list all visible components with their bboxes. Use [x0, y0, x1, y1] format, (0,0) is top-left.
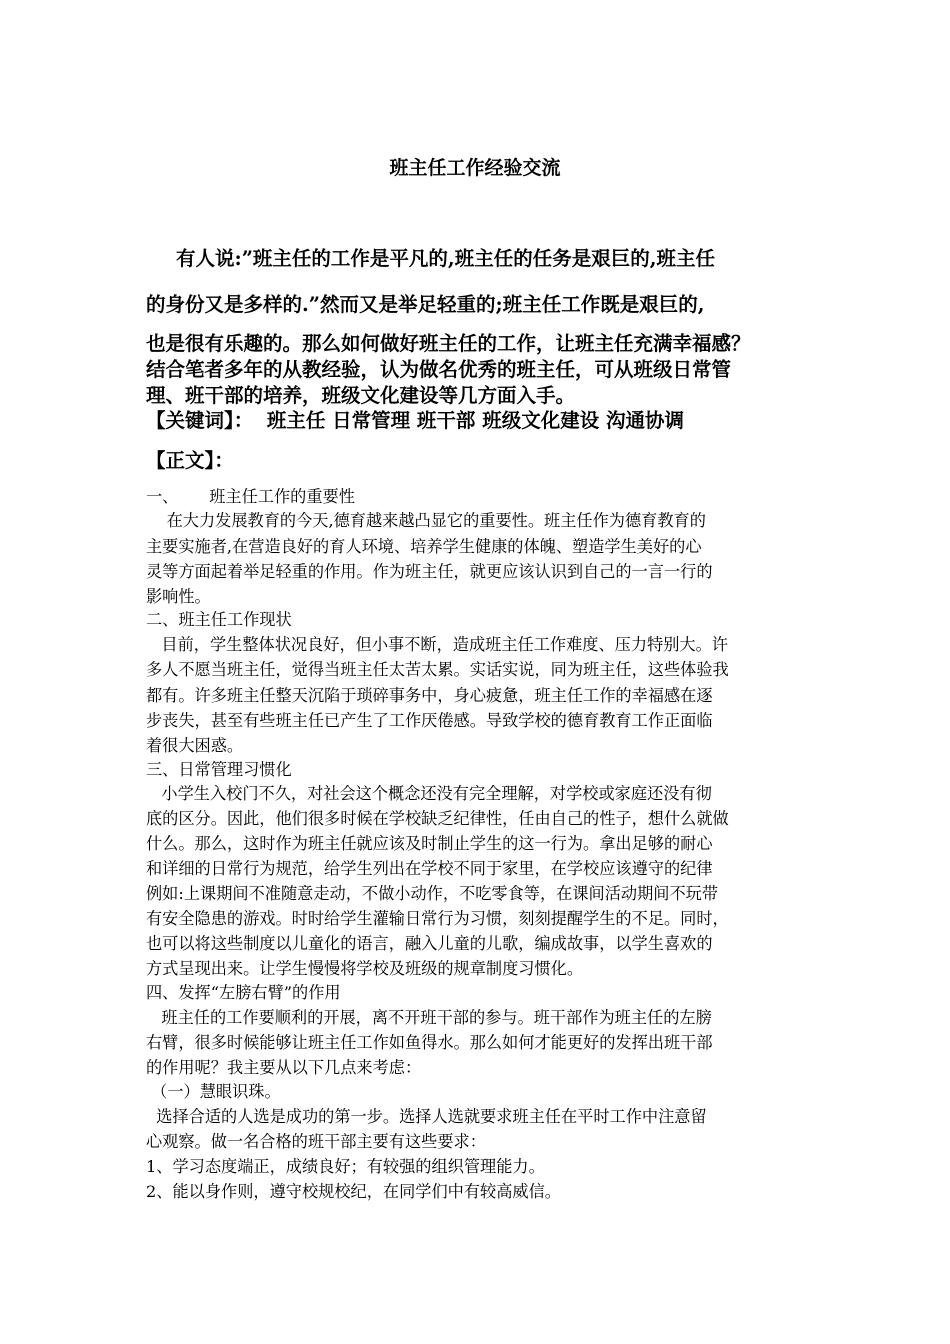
body-line: 三、日常管理习惯化: [146, 760, 292, 779]
body-line: 有安全隐患的游戏。时时给学生灌输日常行为习惯，刻刻提醒学生的不足。同时，: [146, 909, 729, 928]
body-label: 【正文】：: [146, 449, 234, 472]
body-line: 四、发挥“左膀右臂”的作用: [146, 983, 341, 1002]
body-line: 多人不愿当班主任，觉得当班主任太苦太累。实话实说，同为班主任，这些体验我: [146, 660, 729, 679]
body-line: 都有。许多班主任整天沉陷于琐碎事务中，身心疲惫，班主任工作的幸福感在逐: [146, 686, 713, 705]
body-line: 影响性。: [146, 587, 211, 606]
body-line: 方式呈现出来。让学生慢慢将学校及班级的规章制度习惯化。: [146, 959, 584, 978]
body-line: 心观察。做一名合格的班干部主要有这些要求：: [146, 1132, 486, 1151]
body-line: 也可以将这些制度以儿童化的语言，融入儿童的儿歌，编成故事，以学生喜欢的: [146, 934, 713, 953]
body-line: 的作用呢？我主要从以下几点来考虑：: [146, 1058, 422, 1077]
body-line: 班主任的工作要顺利的开展，离不开班干部的参与。班干部作为班主任的左膀: [146, 1008, 712, 1027]
body-line: 小学生入校门不久，对社会这个概念还没有完全理解，对学校或家庭还没有彻: [146, 784, 712, 803]
body-line: 例如:上课期间不准随意走动，不做小动作，不吃零食等，在课间活动期间不玩带: [146, 884, 719, 903]
body-line: 2、能以身作则，遵守校规校纪，在同学们中有较高威信。: [146, 1182, 561, 1201]
abstract-line: 结合笔者多年的从教经验，认为做名优秀的班主任，可从班级日常管: [146, 358, 732, 381]
body-line: 二、班主任工作现状: [146, 610, 292, 629]
abstract-line: 有人说:”班主任的工作是平凡的,班主任的任务是艰巨的,班主任: [176, 247, 715, 270]
body-line: 和详细的日常行为规范，给学生列出在学校不同于家里，在学校应该遵守的纪律: [146, 859, 713, 878]
abstract-line: 理、班干部的培养，班级文化建设等几方面入手。: [146, 384, 576, 407]
body-line: 一、 班主任工作的重要性: [146, 487, 355, 506]
body-line: 右臂，很多时候能够让班主任工作如鱼得水。那么如何才能更好的发挥出班干部: [146, 1033, 713, 1052]
body-line: 什么。那么，这时作为班主任就应该及时制止学生的这一行为。拿出足够的耐心: [146, 834, 713, 853]
body-line: 步丧失，甚至有些班主任已产生了工作厌倦感。导致学校的德育教育工作正面临: [146, 711, 713, 730]
keywords-line: 【关键词】： 班主任 日常管理 班干部 班级文化建设 沟通协调: [146, 409, 684, 432]
body-line: 1、学习态度端正，成绩良好；有较强的组织管理能力。: [146, 1157, 545, 1176]
document-title: 班主任工作经验交流: [389, 157, 561, 179]
body-line: 着很大困惑。: [146, 736, 244, 755]
body-line: 在大力发展教育的今天,德育越来越凸显它的重要性。班主任作为德育教育的: [146, 511, 706, 530]
body-line: 底的区分。因此，他们很多时候在学校缺乏纪律性，任由自己的性子，想什么就做: [146, 809, 729, 828]
body-line: 灵等方面起着举足轻重的作用。作为班主任，就更应该认识到自己的一言一行的: [146, 562, 713, 581]
body-line: 选择合适的人选是成功的第一步。选择人选就要求班主任在平时工作中注意留: [146, 1107, 707, 1126]
abstract-line: 也是很有乐趣的。那么如何做好班主任的工作，让班主任充满幸福感？: [146, 332, 751, 355]
body-line: （一）慧眼识珠。: [146, 1082, 281, 1101]
body-line: 主要实施者,在营造良好的育人环境、培养学生健康的体魄、塑造学生美好的心: [146, 537, 702, 556]
body-line: 目前，学生整体状况良好，但小事不断，造成班主任工作难度、压力特别大。许: [146, 635, 728, 654]
abstract-line: 的身份又是多样的.”然而又是举足轻重的;班主任工作既是艰巨的,: [146, 293, 705, 316]
